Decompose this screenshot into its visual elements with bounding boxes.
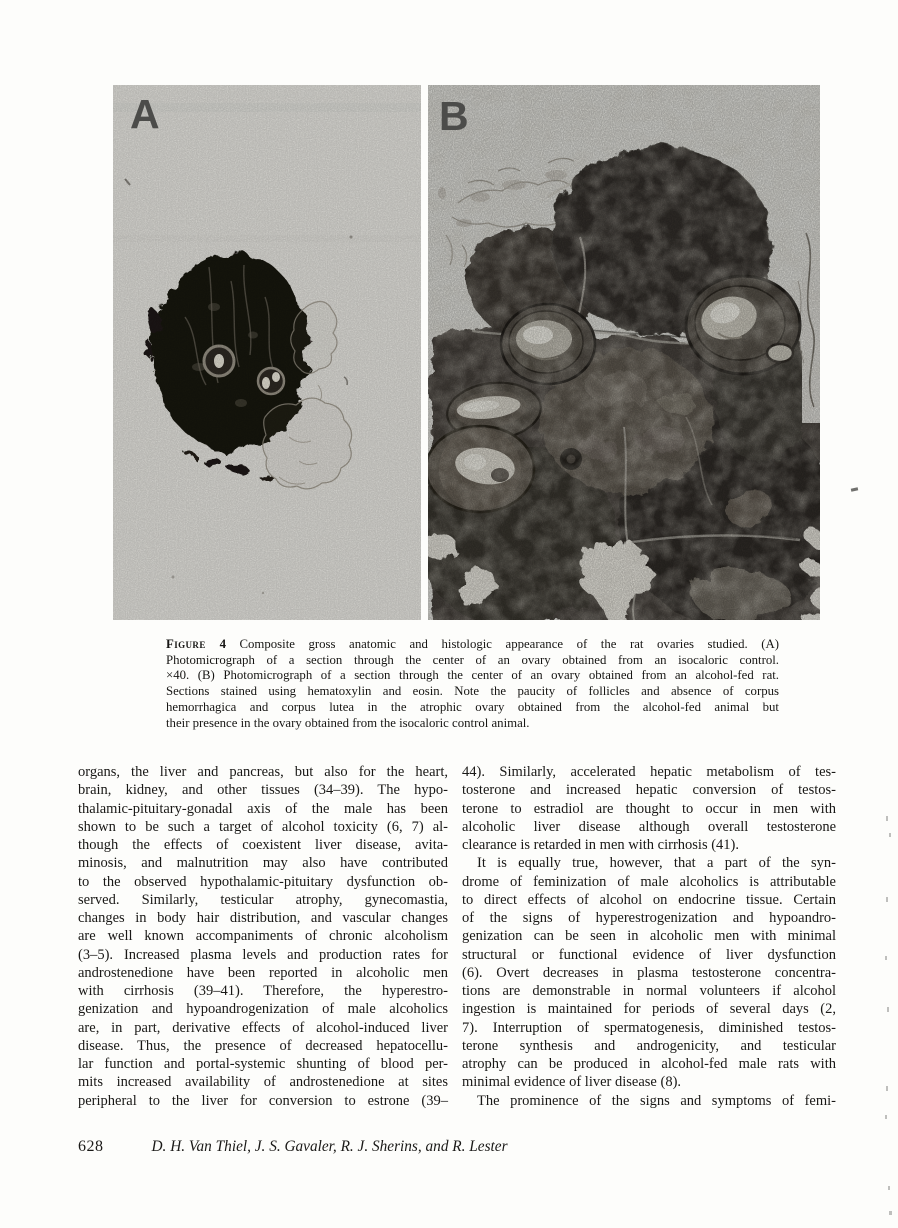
scan-artifact (887, 1007, 889, 1012)
text-line: The prominence of the signs and symptoms of femi- (477, 1092, 836, 1109)
panel-a-image (113, 85, 421, 620)
text-line: are, in part, derivative effects of alcohol-induced liver (78, 1019, 448, 1036)
scan-artifact (885, 1115, 887, 1119)
text-line: to direct effects of alcohol on endocrine tissue. Certain (462, 891, 836, 908)
column-left (78, 763, 448, 1110)
caption-line: hemorrhagica and corpus lutea in the atrophic ovary obtained from the alcohol-fed animal but (166, 699, 779, 714)
caption-text: Composite gross anatomic and histologic appearance of the rat ovaries studied. (A) (239, 637, 779, 651)
paragraph (78, 763, 448, 1110)
page-number: 628 (78, 1138, 104, 1155)
figure-panel-a (113, 85, 421, 620)
scan-artifact (889, 1211, 892, 1215)
scan-artifact (885, 956, 887, 960)
caption-line (166, 637, 779, 653)
caption-line: their presence in the ovary obtained from the isocaloric control animal. (166, 715, 530, 730)
text-line: minimal evidence of liver disease (8). (462, 1074, 682, 1091)
text-line: minosis, and malnutrition may also have contributed (78, 855, 448, 872)
text-line: to the observed hypothalamic-pituitary dysfunction ob- (78, 873, 448, 890)
page-footer (78, 1138, 508, 1156)
paragraph (462, 763, 836, 854)
scan-artifact (886, 816, 888, 821)
text-line: with cirrhosis (39–41). Therefore, the hyperestro- (78, 983, 448, 999)
text-line: shown to be such a target of alcohol toxicity (6, 7) al- (78, 818, 448, 835)
text-line: brain, kidney, and other tissues (34–39). The hypo- (78, 782, 448, 799)
text-line: disease. Thus, the presence of decreased hepatocellu- (78, 1037, 448, 1054)
paragraph (462, 1092, 836, 1110)
paragraph (462, 854, 836, 1091)
figure-panel-b (428, 85, 820, 620)
text-line: lar function and portal-systemic shunting of blood per- (78, 1056, 448, 1072)
text-line: It is equally true, however, that a part of the syn- (477, 855, 836, 872)
panel-b-image (428, 85, 820, 620)
scan-artifact (886, 897, 888, 902)
text-line: atrophy can be produced in alcohol-fed male rats with (462, 1056, 836, 1072)
text-line: genization can be seen in alcoholic men with minimal (462, 928, 836, 945)
text-line: 7). Interruption of spermatogenesis, diminished testos- (462, 1019, 836, 1036)
text-line: served. Similarly, testicular atrophy, gynecomastia, (78, 891, 448, 908)
text-line: clearance is retarded in men with cirrhosis (41). (462, 837, 740, 853)
text-line: (6). Overt decreases in plasma testosterone concentra- (462, 964, 836, 981)
text-line: structural or functional evidence of liver dysfunction (462, 946, 836, 963)
text-line: drome of feminization of male alcoholics is attributable (462, 873, 836, 890)
text-line: organs, the liver and pancreas, but also for the heart, (78, 764, 448, 780)
text-line: (3–5). Increased plasma levels and production rates for (78, 946, 448, 963)
text-line: genization and hypoandrogenization of male alcoholics (78, 1001, 448, 1018)
running-authors: D. H. Van Thiel, J. S. Gavaler, R. J. Sherins, and R. Lester (151, 1138, 508, 1155)
caption-lines (166, 653, 779, 732)
caption-line: ×40. (B) Photomicrograph of a section through the center of an ovary obtained from an alcohol-fed rat. (166, 668, 779, 683)
figure-caption-label: Figure 4 (166, 637, 227, 651)
panel-a-label: A (130, 91, 160, 137)
text-line: alcoholic liver disease although overall testosterone (462, 818, 836, 835)
column-right (462, 763, 836, 1110)
text-line: 44). Similarly, accelerated hepatic metabolism of tes- (462, 764, 836, 780)
text-line: terone to estradiol are thought to occur in men with (462, 800, 836, 817)
text-line: are well known accompaniments of chronic alcoholism (78, 928, 448, 945)
text-line: though the effects of coexistent liver disease, avita- (78, 837, 448, 853)
scan-artifact (886, 1086, 888, 1091)
scan-artifact (851, 487, 858, 491)
text-line: changes in body hair distribution, and vascular changes (78, 910, 448, 926)
scan-artifact (888, 1186, 890, 1190)
text-line: peripheral to the liver for conversion to estrone (39– (78, 1092, 448, 1109)
figure-caption (166, 637, 779, 731)
caption-line: Photomicrograph of a section through the center of an ovary obtained from an isocaloric control. (166, 652, 779, 667)
text-line: of the signs of hyperestrogenization and hypoandro- (462, 910, 836, 926)
text-line: ingestion is maintained for periods of several days (2, (462, 1001, 836, 1018)
panel-b-label: B (439, 93, 469, 139)
scan-artifact (889, 833, 891, 837)
caption-line: Sections stained using hematoxylin and eosin. Note the paucity of follicles and absence of corpus (166, 684, 779, 699)
text-line: thalamic-pituitary-gonadal axis of the male has been (78, 800, 448, 817)
text-line: androstenedione have been reported in alcoholic men (78, 964, 448, 981)
text-line: tosterone and increased hepatic conversion of testos- (462, 782, 836, 799)
text-line: mits increased availability of androstenedione at sites (78, 1074, 448, 1091)
text-line: terone synthesis and androgenicity, and testicular (462, 1037, 836, 1054)
text-line: tions are demonstrable in normal volunteers if alcohol (462, 983, 836, 999)
